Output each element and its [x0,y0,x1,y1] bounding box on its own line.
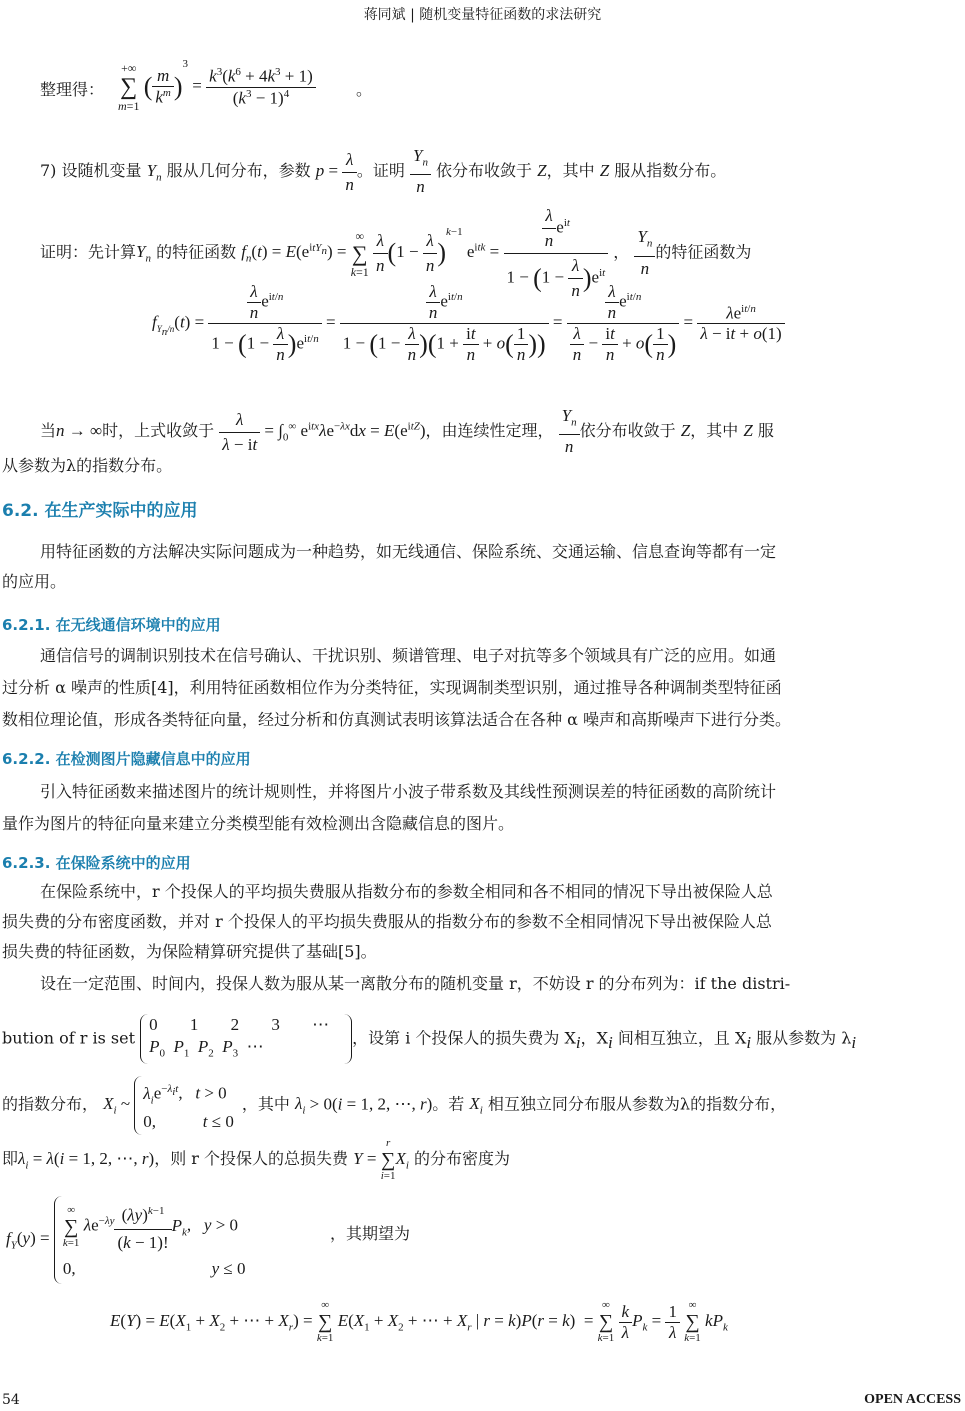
equation-density-fy: $f_Y(y)$ = ∞ ∑ k=1 $\lambda e^{-\lambda y}$ $\frac{(\lambda y)^{k-1}}{(k - 1)!}$ $P_k$, y > 0 0, y ≤ 0 [6,1196,253,1284]
section-heading-6-2-2: 6.2.2. 在检测图片隐藏信息中的应用 [2,750,251,768]
para-6-2-3-line2: 损失费的分布密度函数，并对 r 个投保人的平均损失费服从的指数分布的参数不全相同情况下导出被保险人总 [2,912,772,931]
para-summary-prefix: 整理得： [40,80,105,99]
para-6-2-3-line1: 在保险系统中，r 个投保人的平均损失费服从指数分布的参数全相同和各不相同的情况下导出被保险人总 [40,882,773,901]
para-exp-dist: 的指数分布， $X_i$ ~ $\lambda_ie^{-\lambda_it}$, t > 0 0, t ≤ 0，其中 $\lambda_i > 0(i = 1$, 2, ⋯, r)。若 $X_i$ 相互独立同分布服从参数为λ的指数分布， [2,1076,786,1135]
equation-expectation: $E(Y) = E(X_1 + X_2$ + ⋯ + $X_r$) = ∞ ∑ k=1 $E(X_1 + X_2$ + ⋯ + $X_r$ | r = k)P(r = k) = ∞ ∑ k=1 $\frac{k}{\lambda}$ $P_k$ = $\frac{1}{\lambda}$ ∞ ∑ k=1 $kP_k$ [110,1299,728,1344]
proof-intro: 证明：先计算$Y_n$ 的特征函数 $f_n(t) = E(e^{itY_n})$ = ∞ ∑ k=1 $\frac{\lambda}{n}$ (1 − $\frac{\lambda}{n}$ )$^{k-1}$ $e^{itk}$ = $\frac{\lambda}{n}$ $e^{it}$ 1 − (1 − $\frac{\lambda}{n}$ )$e^{it}$ ， $\frac{Y_n}{n}$ 的特征函数为 [40,206,752,300]
limit-statement-line2: 从参数为λ的指数分布。 [2,456,173,475]
para-expectation-suffix: ，其期望为 [330,1224,411,1243]
para-6-2-2-line1: 引入特征函数来描述图片的统计规则性，并将图片小波子带系数及其线性预测误差的特征函数的高阶统计 [40,782,777,801]
para-r-line1: 设在一定范围、时间内，投保人数为服从某一离散分布的随机变量 r，不妨设 r 的分布列为：if the distri- [40,974,791,993]
para-summary-suffix: 。 [356,80,373,99]
page-number: 54 [2,1392,20,1408]
item-7-intro: 7) 设随机变量 $Y_n$ 服从几何分布，参数 p = $\frac{\lambda}{n}$ 。证明 $\frac{Y_n}{n}$ 依分布收敛于 Z，其中 Z 服从指数分布。 [40,146,727,197]
equation-characteristic-function: $f_{Y_n/n}(t)$ = $\frac{\lambda}{n}$ $e^{it/n}$ 1 − (1 − $\frac{\lambda}{n}$ )$e^{it/n}$ = $\frac{\lambda}{n}$ $e^{it/n}$ 1 − (1 − $\frac{\lambda}{n}$ )(1 + $\frac{it}{n}$ + o( $\frac{1}{n}$ )) = $\frac{\lambda}{n}$ $e^{it/n}$ $\frac{\lambda}{n}$ − $\frac{it}{n}$ + o( $\frac{1}{n}$ ) = $\frac{\lambda e^{it/n}}{\lambda - it + o(1)}$ [152,282,785,365]
para-6-2-2-line2: 量作为图片的特征向量来建立分类模型能有效检测出含隐藏信息的图片。 [2,814,515,833]
para-6-2-3-line3: 损失费的特征函数，为保险精算研究提供了基础[5]。 [2,942,377,961]
limit-statement: 当n → ∞时，上式收敛于 $\frac{\lambda}{\lambda - it}$ = $\int_0^\infty$ $e^{itx}\lambda e^{-\lambda x}dx = E(e^{itZ})$，由连续性定理， $\frac{Y_n}{n}$ 依分布收敛于 Z，其中 Z 服 [40,406,774,457]
para-6-2-1-line2: 过分析 α 噪声的性质[4]，利用特征函数相位作为分类特征，实现调制类型识别，通过推导各种调制类型特征函 [2,678,782,697]
para-6-2-line1: 用特征函数的方法解决实际问题成为一种趋势，如无线通信、保险系统、交通运输、信息查询等都有一定 [40,542,777,561]
open-access-label: OPEN ACCESS [864,1392,961,1407]
equation-summary: +∞ ∑ m=1 ( $\frac{m}{k^m}$ )$^3$ = $\frac{k^3(k^6 + 4k^3 + 1)}{(k^3 - 1)^4}$ [118,58,316,112]
section-heading-6-2-1: 6.2.1. 在无线通信环境中的应用 [2,616,221,634]
para-6-2-1-line1: 通信信号的调制识别技术在信号确认、干扰识别、频谱管理、电子对抗等多个领域具有广泛的应用。如通 [40,646,777,665]
para-6-2-line2: 的应用。 [2,572,67,591]
running-header: 蒋同斌 | 随机变量特征函数的求法研究 [363,7,602,23]
para-r-line2: bution of r is set 0 1 2 3 ⋯ $P_0$ $P_1$ $P_2$ $P_3$ ⋯ ，设第 i 个投保人的损失费为 $X_i$，$X_i$ 间相互独立，且 $X_i$ 服从参数为 $\lambda_i$ [2,1014,856,1064]
para-sum-density: 即$\lambda_i = \lambda(i = 1$, 2, ⋯, r)，则 r 个投保人的总损失费 Y = r ∑ $i=1X_i$ 的分布密度为 [2,1137,511,1182]
section-heading-6-2: 6.2. 在生产实际中的应用 [2,501,198,521]
para-6-2-1-line3: 数相位理论值，形成各类特征向量，经过分析和仿真测试表明该算法适合在各种 α 噪声和高斯噪声下进行分类。 [2,710,791,729]
section-heading-6-2-3: 6.2.3. 在保险系统中的应用 [2,854,191,872]
